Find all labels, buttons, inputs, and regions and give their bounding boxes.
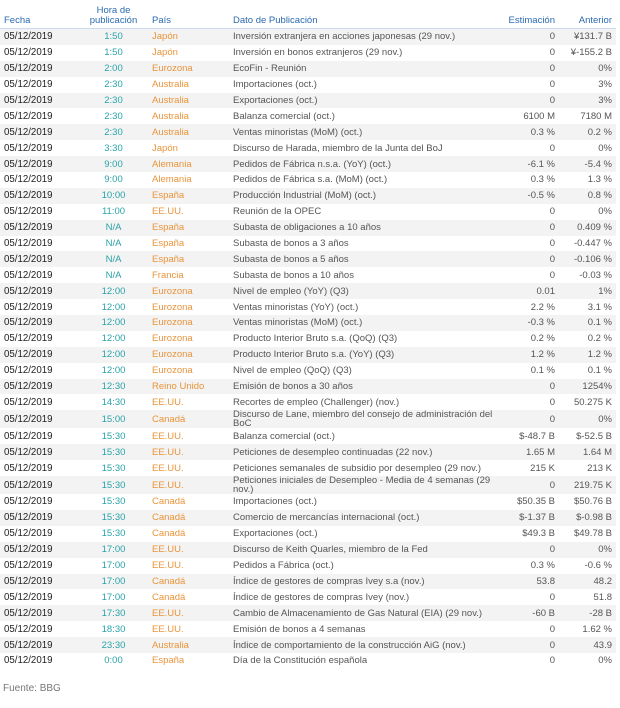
cell-date: 05/12/2019 — [0, 574, 79, 590]
cell-previous: $-52.5 B — [576, 430, 612, 442]
cell-estimate: 0 — [499, 61, 559, 77]
cell-country: Reino Unido — [148, 379, 229, 395]
table-row — [0, 236, 616, 252]
cell-description: Pedidos a Fábrica (oct.) — [233, 560, 334, 572]
cell-date: 05/12/2019 — [0, 605, 79, 621]
cell-time: 15:30 — [79, 476, 148, 494]
table-row — [0, 494, 616, 510]
cell-country: España — [148, 188, 229, 204]
cell-estimate: 215 K — [530, 462, 555, 474]
cell-country: Australia — [148, 93, 229, 109]
cell-estimate: 0.2 % — [530, 333, 555, 345]
table-row — [0, 558, 616, 574]
cell-country: Australia — [152, 110, 189, 122]
cell-country: Eurozona — [148, 283, 229, 299]
header-previous: Anterior — [559, 2, 616, 29]
cell-description: Subasta de obligaciones a 10 años — [229, 220, 499, 236]
cell-date: 05/12/2019 — [4, 560, 53, 572]
cell-description: Inversión en bonos extranjeros (29 nov.) — [233, 47, 403, 59]
table-body — [0, 29, 616, 669]
cell-previous: 3.1 % — [587, 301, 612, 313]
cell-previous: -0.03 % — [579, 269, 612, 281]
cell-description: Inversión extranjera en acciones japonesas (29 nov.) — [229, 29, 499, 45]
cell-description: Ventas minoristas (YoY) (oct.) — [233, 301, 359, 313]
cell-country: EE.UU. — [152, 623, 184, 635]
cell-description: Índice de gestores de compras Ivey s.a (nov.) — [229, 574, 499, 590]
table-row — [0, 156, 616, 172]
cell-time: 12:00 — [101, 333, 126, 345]
cell-estimate: 0.01 — [499, 283, 559, 299]
cell-description: Nivel de empleo (QoQ) (Q3) — [233, 365, 352, 377]
cell-date: 05/12/2019 — [4, 269, 53, 281]
cell-country: Alemania — [148, 156, 229, 172]
table-row — [0, 188, 616, 204]
cell-description: Recortes de empleo (Challenger) (nov.) — [233, 396, 400, 408]
cell-previous: 43.9 — [559, 637, 616, 653]
cell-previous: 48.2 — [559, 574, 616, 590]
cell-description: Cambio de Almacenamiento de Gas Natural (EIA) (29 nov.) — [229, 605, 499, 621]
cell-previous: 0% — [559, 61, 616, 77]
cell-time: N/A — [105, 269, 122, 281]
cell-description: Pedidos de Fábrica s.a. (MoM) (oct.) — [233, 174, 388, 186]
table-row — [0, 460, 616, 476]
cell-estimate: 0.3 % — [530, 560, 555, 572]
cell-date: 05/12/2019 — [0, 251, 79, 267]
cell-country: Canadá — [152, 528, 186, 540]
cell-date: 05/12/2019 — [0, 510, 79, 526]
cell-previous: 51.8 — [593, 591, 612, 603]
cell-estimate: 0 — [549, 269, 555, 281]
table-row — [0, 299, 616, 315]
cell-previous: 7180 M — [580, 110, 612, 122]
cell-country: Eurozona — [152, 333, 193, 345]
cell-country: EE.UU. — [152, 206, 184, 218]
cell-estimate: -6.1 % — [499, 156, 559, 172]
cell-time: 17:00 — [101, 591, 126, 603]
cell-date: 05/12/2019 — [4, 591, 53, 603]
cell-previous: 50.275 K — [573, 396, 612, 408]
cell-estimate: 0 — [549, 655, 555, 667]
cell-previous: 219.75 K — [559, 476, 616, 494]
cell-date: 05/12/2019 — [4, 142, 53, 154]
table-row — [0, 283, 616, 299]
header-row — [0, 2, 616, 29]
cell-country: EE.UU. — [152, 560, 184, 572]
cell-date: 05/12/2019 — [0, 93, 79, 109]
cell-time: 12:00 — [79, 283, 148, 299]
cell-time: 15:30 — [79, 510, 148, 526]
cell-time: 15:30 — [101, 430, 126, 442]
cell-country: Australia — [148, 124, 229, 140]
cell-previous: 0.2 % — [559, 124, 616, 140]
cell-description: Discurso de Lane, miembro del consejo de administración del BoC — [229, 410, 499, 428]
cell-estimate: $-1.37 B — [499, 510, 559, 526]
cell-date: 05/12/2019 — [4, 623, 53, 635]
table-row — [0, 410, 616, 428]
cell-country: Japón — [152, 47, 178, 59]
table-row — [0, 542, 616, 558]
cell-country: Canadá — [148, 510, 229, 526]
cell-time: 2:30 — [79, 124, 148, 140]
cell-date: 05/12/2019 — [4, 365, 53, 377]
table-row — [0, 61, 616, 77]
table-row — [0, 251, 616, 267]
cell-time: N/A — [105, 238, 122, 250]
cell-previous: $50.76 B — [573, 496, 612, 508]
cell-description: Discurso de Harada, miembro de la Junta del BoJ — [233, 142, 443, 154]
cell-time: 23:30 — [79, 637, 148, 653]
cell-time: 12:00 — [101, 365, 126, 377]
table-row — [0, 444, 616, 460]
cell-date: 05/12/2019 — [0, 124, 79, 140]
cell-time: 15:30 — [101, 528, 126, 540]
cell-estimate: 0 — [499, 379, 559, 395]
cell-time: 18:30 — [101, 623, 126, 635]
cell-time: 1:50 — [104, 47, 123, 59]
source-note: Fuente: BBG — [3, 683, 61, 694]
cell-date: 05/12/2019 — [4, 110, 53, 122]
cell-country: EE.UU. — [148, 605, 229, 621]
cell-estimate: $-48.7 B — [519, 430, 555, 442]
cell-estimate: 1.2 % — [499, 347, 559, 363]
cell-date: 05/12/2019 — [0, 476, 79, 494]
cell-time: 15:30 — [101, 462, 126, 474]
cell-estimate: 0 — [549, 396, 555, 408]
table-row — [0, 172, 616, 188]
cell-date: 05/12/2019 — [4, 655, 53, 667]
cell-date: 05/12/2019 — [0, 379, 79, 395]
table-row — [0, 220, 616, 236]
cell-previous: 0.8 % — [559, 188, 616, 204]
cell-date: 05/12/2019 — [0, 188, 79, 204]
table-row — [0, 267, 616, 283]
cell-date: 05/12/2019 — [4, 79, 53, 91]
table-row — [0, 637, 616, 653]
header-time: Hora de publicación — [79, 2, 148, 29]
cell-time: 1:50 — [79, 29, 148, 45]
cell-time: 12:00 — [101, 301, 126, 313]
cell-country: Eurozona — [148, 347, 229, 363]
cell-previous: -0.447 % — [573, 238, 612, 250]
cell-estimate: $50.35 B — [516, 496, 555, 508]
cell-date: 05/12/2019 — [0, 283, 79, 299]
table-row — [0, 589, 616, 605]
cell-time: 17:00 — [101, 560, 126, 572]
cell-description: Balanza comercial (oct.) — [233, 430, 335, 442]
cell-date: 05/12/2019 — [4, 496, 53, 508]
cell-country: España — [148, 220, 229, 236]
table-row — [0, 140, 616, 156]
cell-description: Índice de gestores de compras Ivey (nov.) — [233, 591, 410, 603]
cell-country: Canadá — [152, 591, 186, 603]
cell-description: Ventas minoristas (MoM) (oct.) — [229, 315, 499, 331]
header-estimate: Estimación — [499, 2, 559, 29]
cell-date: 05/12/2019 — [4, 238, 53, 250]
cell-country: Australia — [152, 79, 189, 91]
cell-time: 17:00 — [79, 542, 148, 558]
cell-country: Eurozona — [152, 301, 193, 313]
cell-previous: 0.409 % — [559, 220, 616, 236]
cell-time: N/A — [79, 251, 148, 267]
cell-description: Exportaciones (oct.) — [229, 93, 499, 109]
cell-estimate: 0.3 % — [530, 174, 555, 186]
cell-description: Producto Interior Bruto s.a. (QoQ) (Q3) — [233, 333, 398, 345]
cell-country: Francia — [152, 269, 184, 281]
table-row — [0, 428, 616, 444]
cell-date: 05/12/2019 — [4, 462, 53, 474]
table-row — [0, 605, 616, 621]
table-row — [0, 363, 616, 379]
cell-description: Emisión de bonos a 30 años — [229, 379, 499, 395]
table-row — [0, 653, 616, 669]
cell-time: 12:00 — [79, 347, 148, 363]
cell-estimate: 0 — [549, 79, 555, 91]
cell-previous: 0.2 % — [587, 333, 612, 345]
cell-date: 05/12/2019 — [4, 430, 53, 442]
cell-date: 05/12/2019 — [0, 156, 79, 172]
cell-country: Canadá — [148, 410, 229, 428]
cell-time: 2:30 — [104, 110, 123, 122]
cell-country: Canadá — [148, 574, 229, 590]
header-date: Fecha — [0, 2, 79, 29]
cell-description: Exportaciones (oct.) — [233, 528, 318, 540]
economic-calendar-table — [0, 2, 616, 669]
cell-estimate: 0 — [499, 220, 559, 236]
cell-time: 9:00 — [104, 174, 123, 186]
cell-date: 05/12/2019 — [4, 206, 53, 218]
cell-description: EcoFin - Reunión — [229, 61, 499, 77]
cell-date: 05/12/2019 — [0, 61, 79, 77]
cell-date: 05/12/2019 — [0, 410, 79, 428]
cell-description: Producción Industrial (MoM) (oct.) — [229, 188, 499, 204]
cell-previous: 1% — [559, 283, 616, 299]
cell-description: Índice de comportamiento de la construcción AiG (nov.) — [229, 637, 499, 653]
cell-country: Eurozona — [148, 315, 229, 331]
table-row — [0, 347, 616, 363]
cell-description: Discurso de Keith Quarles, miembro de la Fed — [229, 542, 499, 558]
cell-time: 9:00 — [79, 156, 148, 172]
cell-time: 17:30 — [79, 605, 148, 621]
cell-previous: 3% — [598, 79, 612, 91]
cell-time: 12:00 — [79, 315, 148, 331]
cell-estimate: 53.8 — [499, 574, 559, 590]
header-country: País — [148, 2, 229, 29]
cell-time: 0:00 — [104, 655, 123, 667]
cell-country: Japón — [152, 142, 178, 154]
cell-time: 2:30 — [104, 79, 123, 91]
cell-date: 05/12/2019 — [0, 347, 79, 363]
cell-time: 3:30 — [104, 142, 123, 154]
cell-date: 05/12/2019 — [4, 174, 53, 186]
table-row — [0, 29, 616, 45]
cell-estimate: 0 — [499, 410, 559, 428]
table-row — [0, 574, 616, 590]
cell-date: 05/12/2019 — [4, 301, 53, 313]
cell-estimate: 0.3 % — [499, 124, 559, 140]
cell-previous: $-0.98 B — [559, 510, 616, 526]
cell-country: España — [148, 251, 229, 267]
cell-country: EE.UU. — [148, 444, 229, 460]
cell-description: Balanza comercial (oct.) — [233, 110, 335, 122]
cell-previous: $49.78 B — [573, 528, 612, 540]
cell-country: EE.UU. — [152, 462, 184, 474]
cell-country: Alemania — [152, 174, 192, 186]
cell-previous: 0% — [598, 142, 612, 154]
cell-country: Japón — [148, 29, 229, 45]
cell-previous: 1.3 % — [587, 174, 612, 186]
cell-description: Pedidos de Fábrica n.s.a. (YoY) (oct.) — [229, 156, 499, 172]
cell-previous: 0.1 % — [559, 315, 616, 331]
cell-description: Importaciones (oct.) — [233, 496, 317, 508]
cell-estimate: 0 — [499, 93, 559, 109]
cell-country: Eurozona — [152, 365, 193, 377]
cell-country: EE.UU. — [152, 396, 184, 408]
cell-description: Producto Interior Bruto s.a. (YoY) (Q3) — [229, 347, 499, 363]
table-row — [0, 510, 616, 526]
cell-description: Subasta de bonos a 10 años — [233, 269, 354, 281]
cell-estimate: -0.3 % — [499, 315, 559, 331]
cell-date: 05/12/2019 — [4, 47, 53, 59]
cell-country: EE.UU. — [152, 430, 184, 442]
cell-time: 11:00 — [101, 206, 126, 218]
cell-time: 17:00 — [79, 574, 148, 590]
cell-previous: ¥131.7 B — [559, 29, 616, 45]
cell-estimate: 0 — [499, 476, 559, 494]
cell-country: España — [152, 655, 185, 667]
cell-date: 05/12/2019 — [4, 528, 53, 540]
cell-estimate: 0 — [499, 637, 559, 653]
cell-estimate: 0 — [549, 142, 555, 154]
cell-date: 05/12/2019 — [0, 637, 79, 653]
cell-description: Emisión de bonos a 4 semanas — [233, 623, 366, 635]
cell-date: 05/12/2019 — [0, 444, 79, 460]
cell-time: 2:00 — [79, 61, 148, 77]
cell-description: Nivel de empleo (YoY) (Q3) — [229, 283, 499, 299]
table-row — [0, 93, 616, 109]
table-row — [0, 108, 616, 124]
cell-estimate: 0 — [549, 591, 555, 603]
cell-description: Subasta de bonos a 3 años — [233, 238, 349, 250]
cell-estimate: 0 — [549, 206, 555, 218]
cell-description: Día de la Constitución española — [233, 655, 368, 667]
table-row — [0, 526, 616, 542]
cell-estimate: -0.5 % — [499, 188, 559, 204]
cell-previous: -0.6 % — [584, 560, 612, 572]
cell-estimate: 0 — [549, 623, 555, 635]
cell-estimate: 2.2 % — [530, 301, 555, 313]
table-row — [0, 204, 616, 220]
cell-description: Peticiones de desempleo continuadas (22 nov.) — [229, 444, 499, 460]
table-row — [0, 621, 616, 637]
cell-description: Reunión de la OPEC — [233, 206, 322, 218]
cell-date: 05/12/2019 — [0, 542, 79, 558]
cell-description: Ventas minoristas (MoM) (oct.) — [229, 124, 499, 140]
table-row — [0, 331, 616, 347]
cell-description: Comercio de mercancías internacional (oct.) — [229, 510, 499, 526]
cell-date: 05/12/2019 — [0, 315, 79, 331]
cell-time: 15:00 — [79, 410, 148, 428]
cell-previous: 1254% — [559, 379, 616, 395]
cell-description: Peticiones semanales de subsidio por desempleo (29 nov.) — [233, 462, 482, 474]
cell-previous: 1.2 % — [559, 347, 616, 363]
cell-time: 10:00 — [79, 188, 148, 204]
cell-description: Importaciones (oct.) — [233, 79, 317, 91]
cell-estimate: $49.3 B — [522, 528, 555, 540]
table-row — [0, 124, 616, 140]
cell-estimate: 0.1 % — [530, 365, 555, 377]
cell-estimate: 0 — [499, 29, 559, 45]
cell-country: Eurozona — [148, 61, 229, 77]
table-row — [0, 45, 616, 61]
cell-date: 05/12/2019 — [4, 333, 53, 345]
cell-previous: 1.64 M — [559, 444, 616, 460]
cell-date: 05/12/2019 — [0, 220, 79, 236]
cell-country: EE.UU. — [148, 542, 229, 558]
cell-country: España — [152, 238, 185, 250]
cell-previous: 0% — [559, 542, 616, 558]
cell-previous: ¥-155.2 B — [570, 47, 612, 59]
cell-previous: 0% — [598, 206, 612, 218]
cell-estimate: 0 — [549, 238, 555, 250]
table-row — [0, 394, 616, 410]
cell-country: Canadá — [152, 496, 186, 508]
cell-previous: -28 B — [559, 605, 616, 621]
cell-previous: -5.4 % — [559, 156, 616, 172]
cell-description: Subasta de bonos a 5 años — [229, 251, 499, 267]
table-row — [0, 379, 616, 395]
cell-previous: 213 K — [587, 462, 612, 474]
cell-previous: 0% — [598, 655, 612, 667]
cell-time: 15:30 — [101, 496, 126, 508]
table-row — [0, 77, 616, 93]
cell-estimate: 0 — [549, 47, 555, 59]
cell-description: Peticiones iniciales de Desempleo - Media de 4 semanas (29 nov.) — [229, 476, 499, 494]
header-description: Dato de Publicación — [229, 2, 499, 29]
cell-previous: 3% — [559, 93, 616, 109]
cell-estimate: 0 — [499, 542, 559, 558]
cell-time: N/A — [79, 220, 148, 236]
cell-time: 14:30 — [101, 396, 126, 408]
cell-time: 12:30 — [79, 379, 148, 395]
cell-previous: 1.62 % — [582, 623, 612, 635]
cell-estimate: 6100 M — [523, 110, 555, 122]
cell-time: 15:30 — [79, 444, 148, 460]
table-row — [0, 315, 616, 331]
cell-previous: -0.106 % — [559, 251, 616, 267]
cell-date: 05/12/2019 — [4, 396, 53, 408]
cell-time: 2:30 — [79, 93, 148, 109]
cell-date: 05/12/2019 — [0, 29, 79, 45]
cell-estimate: 1.65 M — [499, 444, 559, 460]
cell-estimate: -60 B — [499, 605, 559, 621]
cell-previous: 0% — [559, 410, 616, 428]
cell-country: Australia — [148, 637, 229, 653]
table-row — [0, 476, 616, 494]
cell-country: EE.UU. — [148, 476, 229, 494]
cell-estimate: 0 — [499, 251, 559, 267]
cell-previous: 0.1 % — [587, 365, 612, 377]
